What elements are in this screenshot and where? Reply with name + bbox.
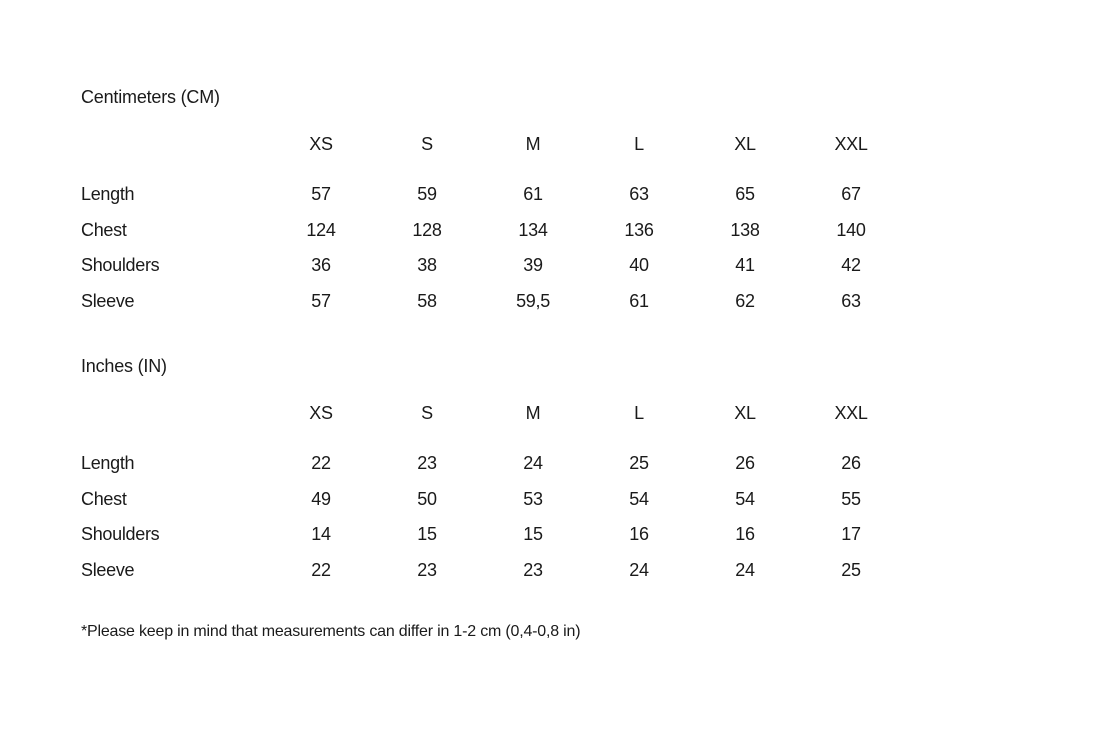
size-header-xl: XL bbox=[734, 133, 756, 154]
size-header-xs: XS bbox=[309, 402, 333, 423]
size-header-row bbox=[81, 400, 904, 426]
size-header-s: S bbox=[421, 402, 433, 423]
table-row bbox=[81, 517, 904, 553]
inches-size-table bbox=[81, 400, 904, 588]
table-cell: 63 bbox=[841, 290, 861, 311]
size-header-s: S bbox=[421, 133, 433, 154]
cm-section-title: Centimeters (CM) bbox=[81, 87, 220, 107]
table-cell: 49 bbox=[311, 488, 331, 509]
table-cell: 16 bbox=[629, 524, 649, 545]
table-cell: 22 bbox=[311, 559, 331, 580]
table-cell: 14 bbox=[311, 524, 331, 545]
table-cell: 136 bbox=[624, 219, 654, 240]
size-header-xxl: XXL bbox=[834, 402, 868, 423]
table-cell: 23 bbox=[523, 559, 543, 580]
table-cell: 57 bbox=[311, 290, 331, 311]
size-header-xs: XS bbox=[309, 133, 333, 154]
table-cell: 67 bbox=[841, 184, 861, 205]
table-cell: 16 bbox=[735, 524, 755, 545]
table-row bbox=[81, 157, 904, 213]
table-cell: 58 bbox=[417, 290, 437, 311]
table-row bbox=[81, 482, 904, 518]
table-cell: 61 bbox=[629, 290, 649, 311]
table-cell: 24 bbox=[735, 559, 755, 580]
size-header-xl: XL bbox=[734, 402, 756, 423]
inches-section-title: Inches (IN) bbox=[81, 356, 167, 376]
table-cell: 59 bbox=[417, 184, 437, 205]
table-cell: 41 bbox=[735, 255, 755, 276]
table-row bbox=[81, 213, 904, 249]
table-cell: 39 bbox=[523, 255, 543, 276]
table-cell: 15 bbox=[523, 524, 543, 545]
table-cell: 50 bbox=[417, 488, 437, 509]
table-cell: 15 bbox=[417, 524, 437, 545]
header-spacer bbox=[81, 400, 268, 426]
table-cell: 25 bbox=[841, 559, 861, 580]
row-label-sleeve: Sleeve bbox=[81, 290, 135, 311]
table-cell: 54 bbox=[629, 488, 649, 509]
table-cell: 42 bbox=[841, 255, 861, 276]
table-cell: 61 bbox=[523, 184, 543, 205]
row-label-length: Length bbox=[81, 453, 135, 474]
table-cell: 26 bbox=[735, 453, 755, 474]
table-cell: 53 bbox=[523, 488, 543, 509]
table-row bbox=[81, 248, 904, 284]
table-cell: 17 bbox=[841, 524, 861, 545]
size-header-m: M bbox=[525, 402, 541, 423]
size-header-xxl: XXL bbox=[834, 133, 868, 154]
table-cell: 24 bbox=[629, 559, 649, 580]
table-cell: 55 bbox=[841, 488, 861, 509]
table-cell: 57 bbox=[311, 184, 331, 205]
size-header-m: M bbox=[525, 133, 541, 154]
table-cell: 22 bbox=[311, 453, 331, 474]
table-cell: 25 bbox=[629, 453, 649, 474]
row-label-sleeve: Sleeve bbox=[81, 559, 135, 580]
size-header-l: L bbox=[634, 402, 644, 423]
table-cell: 140 bbox=[836, 219, 866, 240]
table-cell: 23 bbox=[417, 453, 437, 474]
table-cell: 40 bbox=[629, 255, 649, 276]
measurement-note: *Please keep in mind that measurements can differ in 1-2 cm (0,4-0,8 in) bbox=[81, 623, 581, 640]
row-label-shoulders: Shoulders bbox=[81, 255, 160, 276]
table-cell: 54 bbox=[735, 488, 755, 509]
row-label-length: Length bbox=[81, 184, 135, 205]
header-spacer bbox=[81, 131, 268, 157]
row-label-chest: Chest bbox=[81, 219, 127, 240]
table-cell: 134 bbox=[518, 219, 548, 240]
table-cell: 23 bbox=[417, 559, 437, 580]
table-row bbox=[81, 284, 904, 320]
table-cell: 63 bbox=[629, 184, 649, 205]
row-label-shoulders: Shoulders bbox=[81, 524, 160, 545]
cm-size-table bbox=[81, 131, 904, 319]
size-header-l: L bbox=[634, 133, 644, 154]
table-row bbox=[81, 553, 904, 589]
table-cell: 128 bbox=[412, 219, 442, 240]
inches-section bbox=[81, 354, 904, 588]
table-cell: 38 bbox=[417, 255, 437, 276]
table-cell: 62 bbox=[735, 290, 755, 311]
table-cell: 26 bbox=[841, 453, 861, 474]
table-cell: 59,5 bbox=[516, 290, 550, 311]
size-header-row bbox=[81, 131, 904, 157]
table-cell: 124 bbox=[306, 219, 336, 240]
cm-section bbox=[81, 85, 904, 319]
table-row bbox=[81, 426, 904, 482]
table-cell: 65 bbox=[735, 184, 755, 205]
table-cell: 24 bbox=[523, 453, 543, 474]
row-label-chest: Chest bbox=[81, 488, 127, 509]
table-cell: 138 bbox=[730, 219, 760, 240]
table-cell: 36 bbox=[311, 255, 331, 276]
